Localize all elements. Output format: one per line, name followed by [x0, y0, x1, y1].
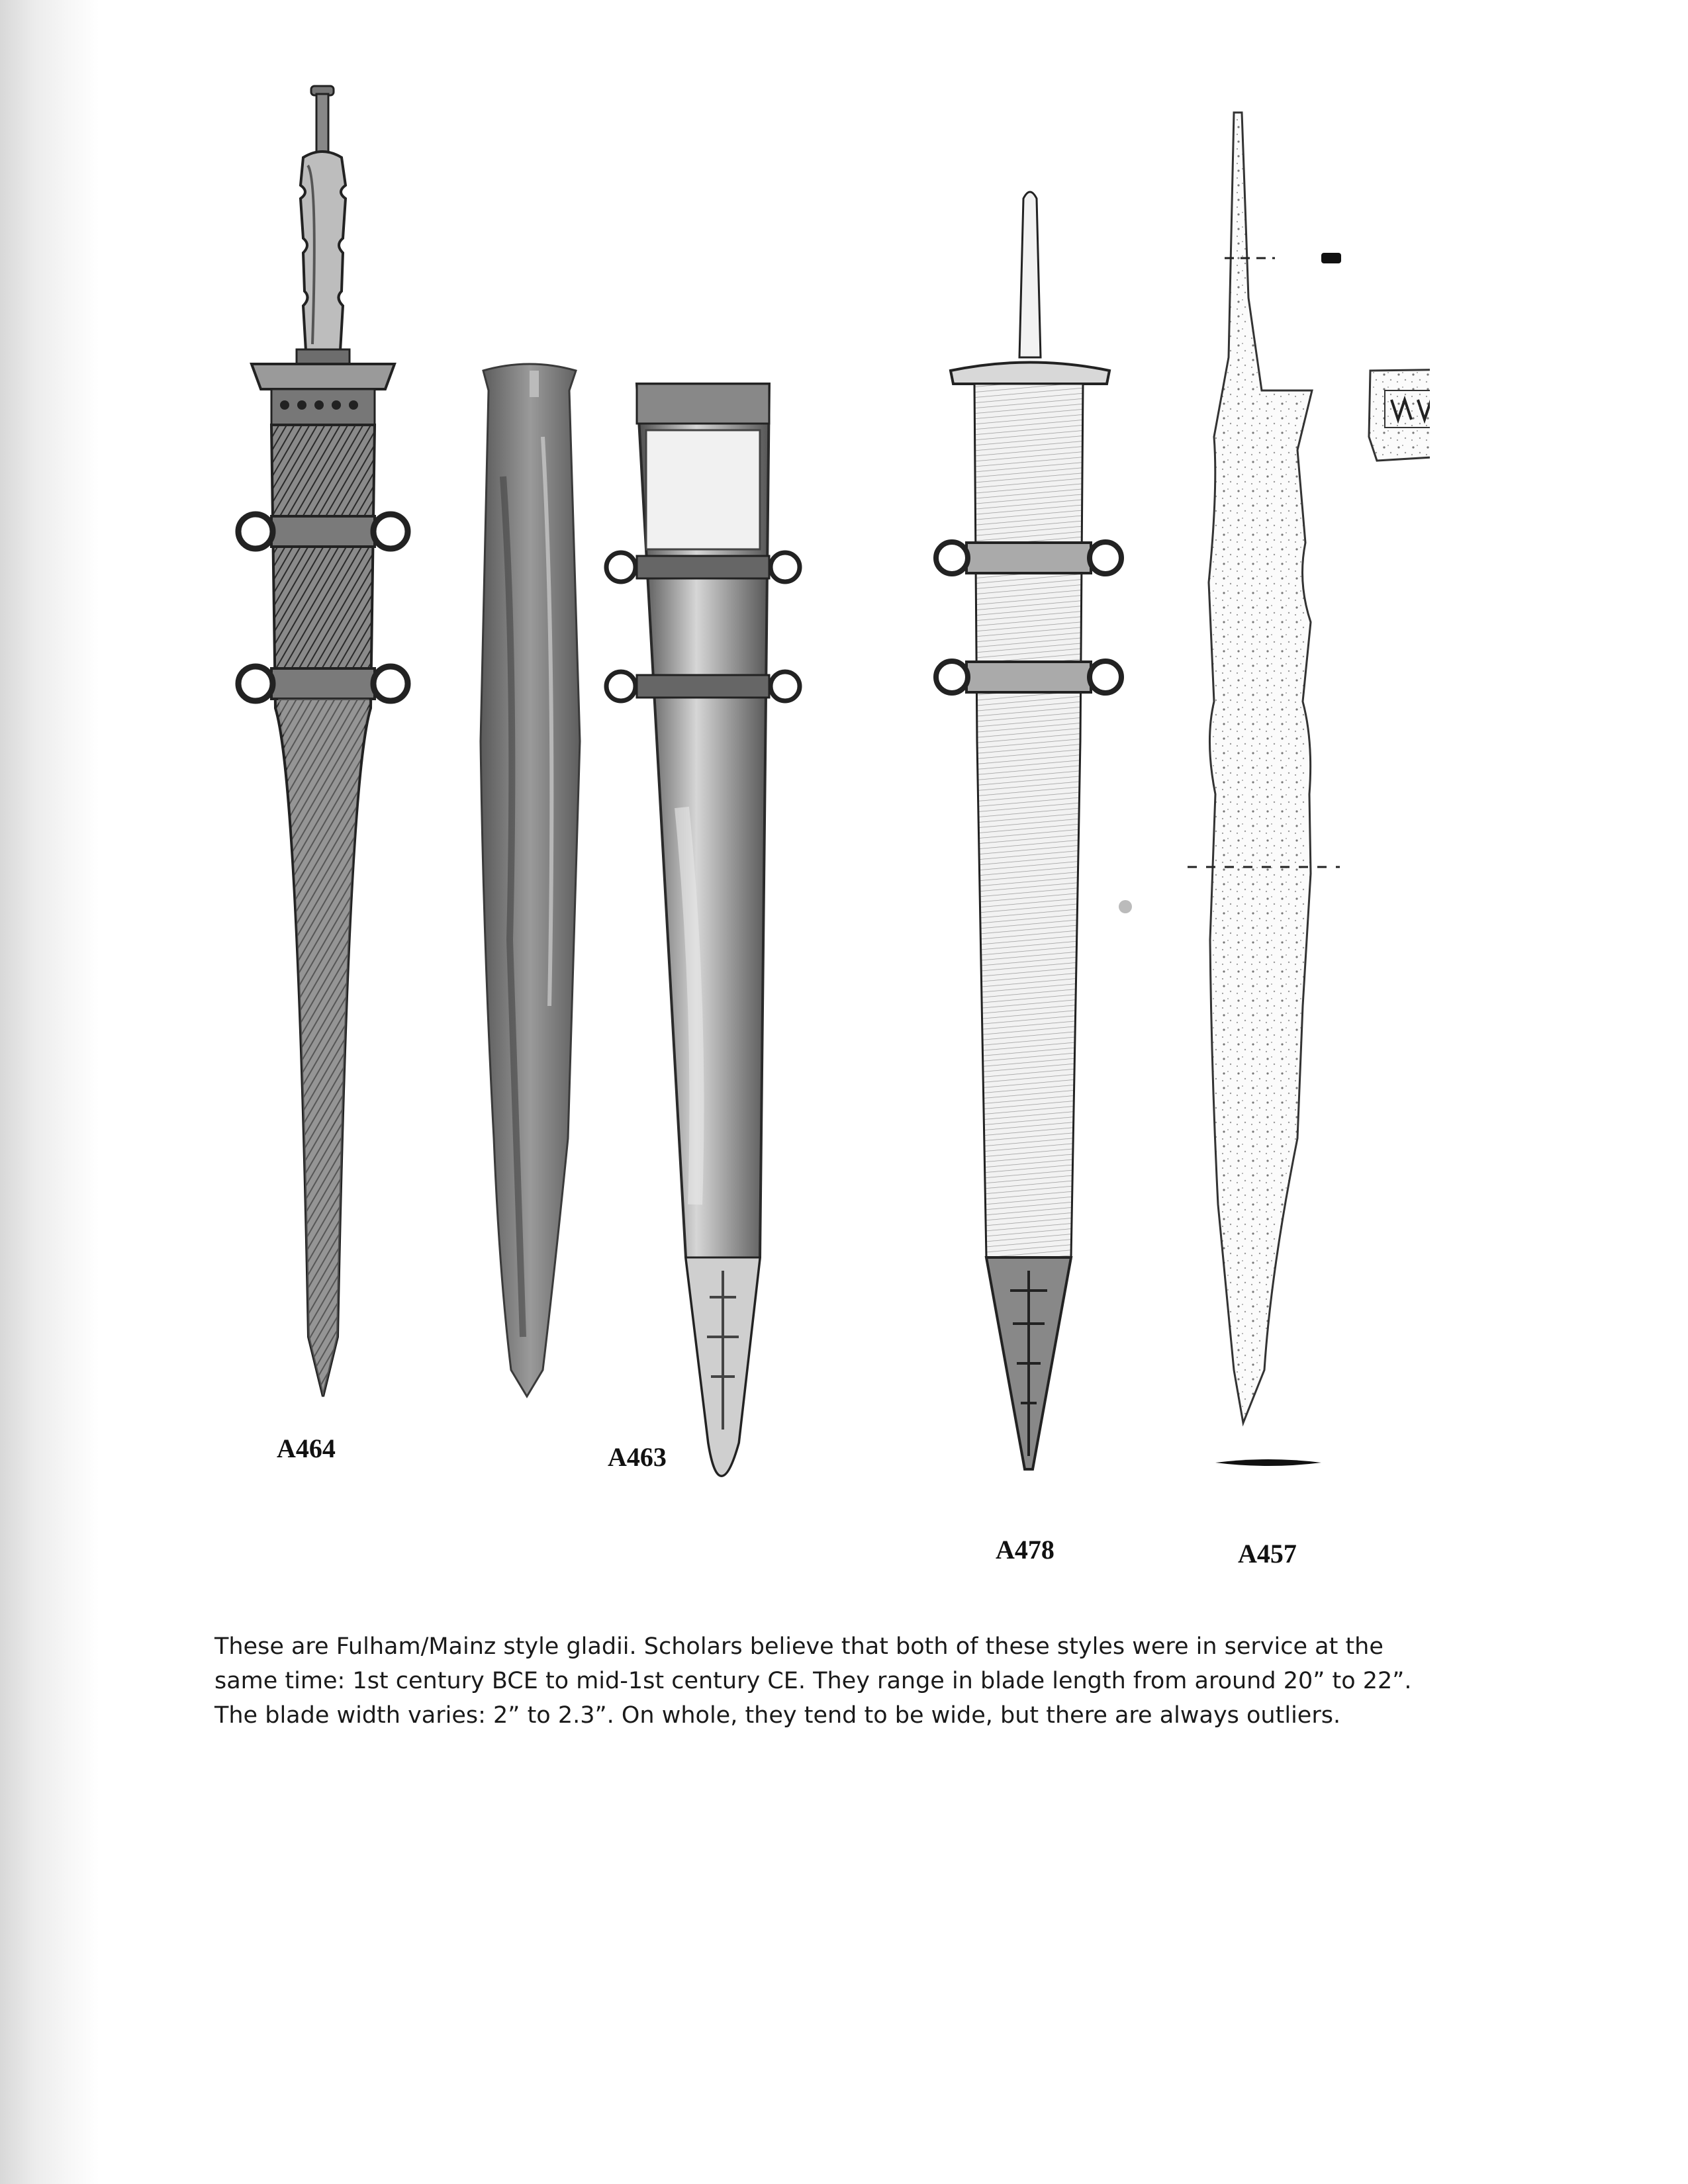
- scabbard-a463: [606, 384, 800, 1476]
- caption-line-1: These are Fulham/Mainz style gladii. Scholars believe that both of these styles were in service at the: [214, 1633, 1383, 1660]
- scan-speck: [1119, 900, 1132, 913]
- gladii-illustrations: [172, 79, 1430, 1575]
- page-binding-shadow: [0, 0, 99, 2184]
- sword-a478: [936, 192, 1121, 1469]
- sword-a464: [238, 86, 408, 1396]
- a457-detail-fragment: [1369, 368, 1430, 461]
- caption-line-3: The blade width varies: 2” to 2.3”. On whole, they tend to be wide, but there are always outliers.: [214, 1702, 1341, 1729]
- gladii-figure: [172, 79, 1430, 1575]
- label-a463: A463: [608, 1442, 667, 1472]
- caption-line-2: same time: 1st century BCE to mid-1st century CE. They range in blade length from around 20” to 22”.: [214, 1668, 1412, 1694]
- figure-caption: [214, 1629, 1605, 1733]
- blade-a457: [1188, 113, 1430, 1466]
- label-a457: A457: [1238, 1539, 1297, 1569]
- label-a464: A464: [277, 1433, 336, 1463]
- label-a478: A478: [996, 1535, 1055, 1565]
- blade-a463: [481, 364, 580, 1396]
